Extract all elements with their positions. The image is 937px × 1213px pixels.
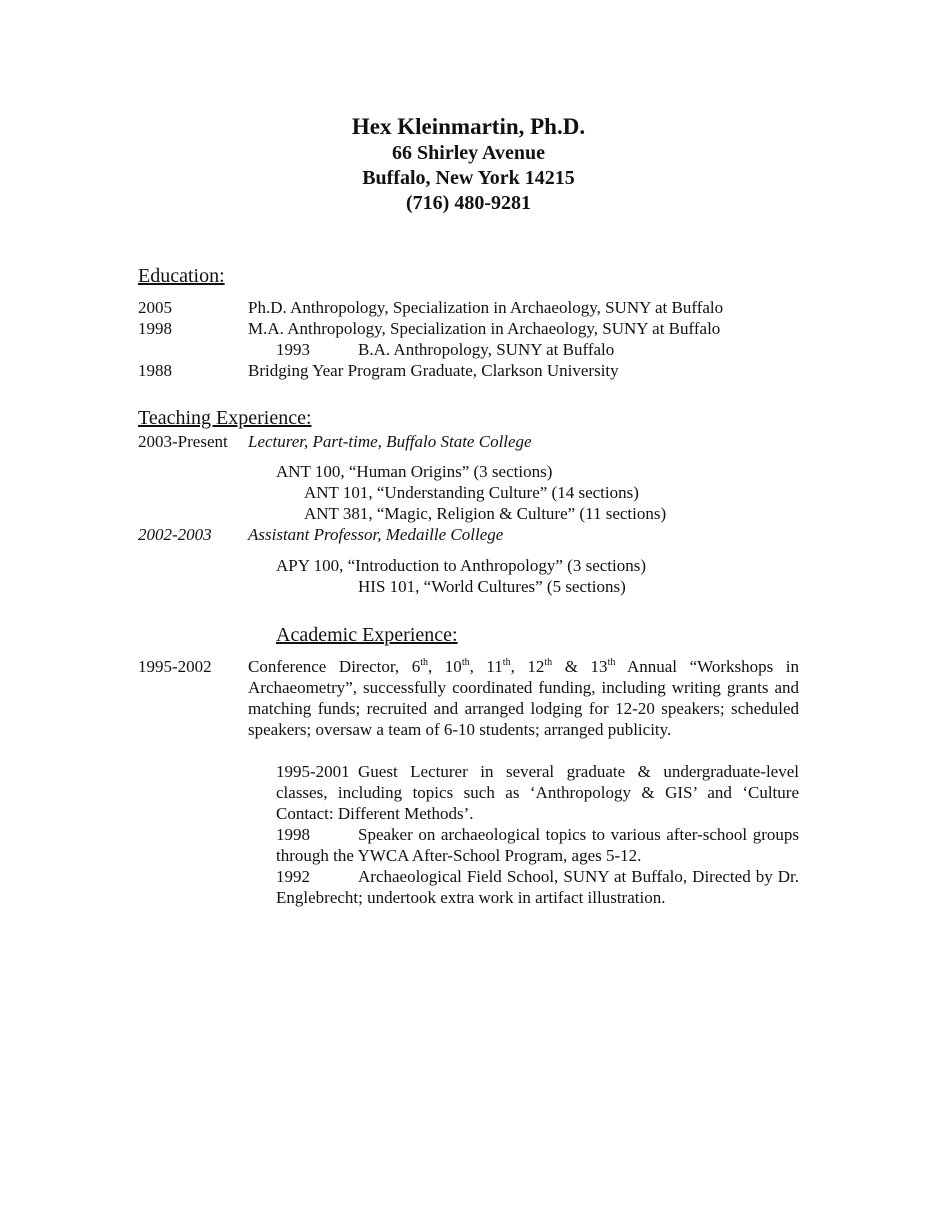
academic-entry: 1992 Archaeological Field School, SUNY at Buffalo, Directed by Dr. Englebrecht; undertook extra work in artifact illustration. <box>276 867 799 907</box>
education-entry: Ph.D. Anthropology, Specialization in Archaeology, SUNY at Buffalo <box>248 298 724 317</box>
academic-entry: 1998 Speaker on archaeological topics to various after-school groups through the YWCA After-School Program, ages 5-12. <box>276 825 799 865</box>
teaching-years: 2003-Present <box>138 432 228 451</box>
teaching-position-title: Lecturer, Part-time, Buffalo State College <box>248 432 532 451</box>
phone-number: (716) 480-9281 <box>406 192 531 214</box>
resume-name: Hex Kleinmartin, Ph.D. <box>351 114 586 139</box>
education-entry: B.A. Anthropology, SUNY at Buffalo <box>358 340 615 359</box>
academic-years: 1995-2002 <box>138 657 212 676</box>
education-year: 1998 <box>138 319 172 338</box>
academic-heading: Academic Experience: <box>276 624 458 646</box>
course-item: ANT 381, “Magic, Religion & Culture” (11 sections) <box>304 504 667 523</box>
course-item: APY 100, “Introduction to Anthropology” (3 sections) <box>276 556 647 575</box>
academic-entry: 1995-2001 Guest Lecturer in several graduate & undergraduate-level classes, including topics such as ‘Anthropology & GIS’ and ‘Culture Contact: Different Methods’. <box>276 762 799 823</box>
education-entry: Bridging Year Program Graduate, Clarkson University <box>248 361 619 380</box>
course-item: HIS 101, “World Cultures” (5 sections) <box>358 577 626 596</box>
teaching-heading: Teaching Experience: <box>138 407 312 429</box>
education-heading: Education: <box>138 265 225 287</box>
education-year: 2005 <box>138 298 172 317</box>
education-entry: M.A. Anthropology, Specialization in Archaeology, SUNY at Buffalo <box>248 319 721 338</box>
address-city: Buffalo, New York 14215 <box>362 167 575 189</box>
course-item: ANT 101, “Understanding Culture” (14 sections) <box>304 483 639 502</box>
academic-entry-year: 1998 <box>276 825 310 844</box>
academic-entry-year: 1995-2001 <box>276 762 350 781</box>
course-item: ANT 100, “Human Origins” (3 sections) <box>276 462 553 481</box>
address-street: 66 Shirley Avenue <box>392 142 545 164</box>
conference-director-entry: Conference Director, 6th, 10th, 11th, 12th & 13th Annual “Workshops in Archaeometry”, successfully coordinated funding, including writing grants and matching funds; recruited and arranged lodging for 12-20 speakers; scheduled speakers; oversaw a team of 6-10 students; arranged publicity. <box>248 657 800 739</box>
teaching-position-title: Assistant Professor, Medaille College <box>248 525 504 544</box>
teaching-years: 2002-2003 <box>138 525 212 544</box>
education-year: 1993 <box>276 340 310 359</box>
education-year: 1988 <box>138 361 172 380</box>
academic-entry-year: 1992 <box>276 867 310 886</box>
